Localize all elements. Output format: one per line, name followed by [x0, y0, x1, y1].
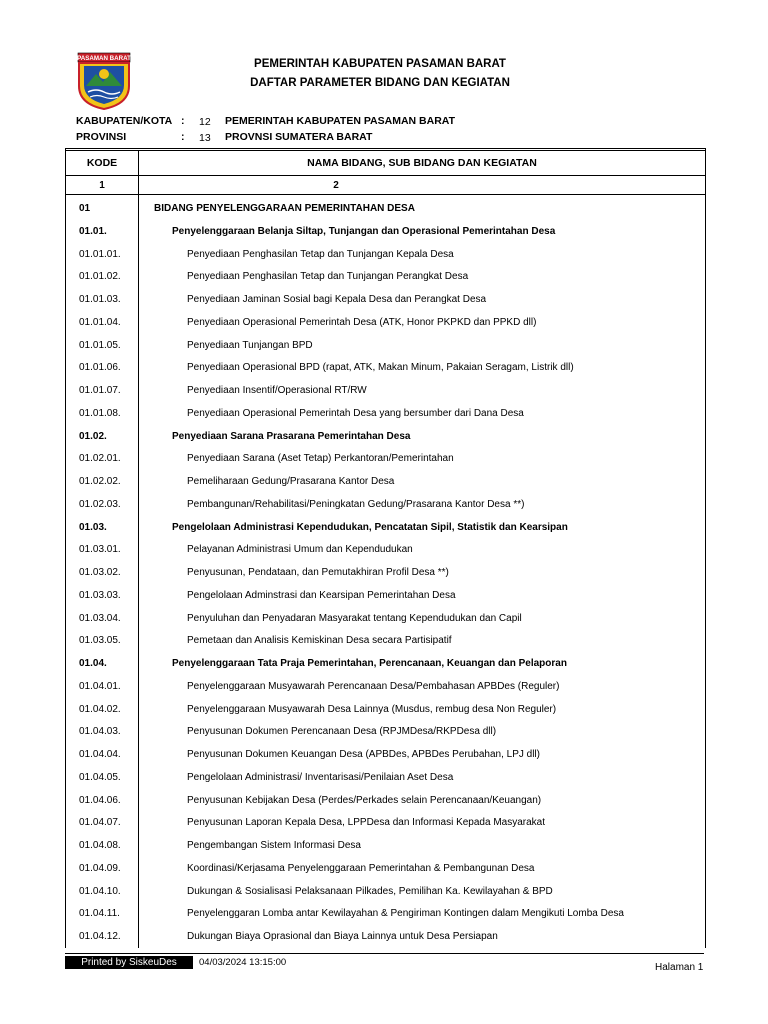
row-name: Penyediaan Sarana Prasarana Pemerintahan Desa [172, 430, 411, 442]
row-name: Penyediaan Operasional Pemerintah Desa (ATK, Honor PKPKD dan PPKD dll) [187, 316, 537, 328]
kab-label: KABUPATEN/KOTA [76, 115, 173, 127]
table-row [66, 704, 705, 726]
kab-colon: : [181, 115, 185, 127]
table-row [66, 840, 705, 862]
table-row [66, 408, 705, 430]
row-name: Penyelenggaraan Musyawarah Desa Lainnya (Musdus, rembug desa Non Reguler) [187, 703, 557, 715]
row-name: Penyuluhan dan Penyadaran Masyarakat tentang Kependudukan dan Capil [187, 612, 522, 624]
row-name: Penyusunan Dokumen Perencanaan Desa (RPJMDesa/RKPDesa dll) [187, 726, 497, 738]
row-code: 01.04.06. [79, 794, 121, 806]
row-code: 01.03. [79, 521, 107, 533]
row-code: 01.04.03. [79, 726, 121, 738]
row-code: 01.01.08. [79, 407, 121, 419]
column-number-divider [66, 194, 705, 195]
row-code: 01.04.02. [79, 703, 121, 715]
row-code: 01.01.05. [79, 339, 121, 351]
row-code: 01.03.04. [79, 612, 121, 624]
row-name: Koordinasi/Kerjasama Penyelenggaraan Pemerintahan & Pembangunan Desa [187, 862, 535, 874]
svg-text:PASAMAN BARAT: PASAMAN BARAT [77, 55, 131, 62]
table-row [66, 385, 705, 407]
row-code: 01.04.10. [79, 885, 121, 897]
row-code: 01.02. [79, 430, 107, 442]
row-name: Penyelenggaran Lomba antar Kewilayahan & Pengiriman Kontingen dalam Mengikuti Lomba Desa [187, 908, 624, 920]
row-name: Pengembangan Sistem Informasi Desa [187, 840, 361, 851]
header-divider [66, 175, 705, 176]
table-row [66, 658, 705, 680]
row-code: 01.02.02. [79, 476, 121, 487]
parameter-table [65, 148, 706, 948]
row-code: 01.01.04. [79, 316, 121, 328]
kab-code: 12 [199, 116, 211, 128]
table-row [66, 635, 705, 657]
row-code: 01.04.07. [79, 817, 121, 829]
row-name: Penyediaan Jaminan Sosial bagi Kepala Desa dan Perangkat Desa [187, 294, 487, 305]
row-name: Pengelolaan Administrasi Kependudukan, Pencatatan Sipil, Statistik dan Kearsipan [172, 521, 568, 533]
row-name: Penyediaan Operasional Pemerintah Desa yang bersumber dari Dana Desa [187, 407, 524, 419]
row-code: 01.01.02. [79, 271, 121, 283]
row-name: Penyediaan Sarana (Aset Tetap) Perkantoran/Pemerintahan [187, 453, 454, 465]
table-row [66, 453, 705, 475]
row-code: 01.04.09. [79, 862, 121, 874]
column-number-2: 2 [333, 180, 339, 191]
row-code: 01.04.01. [79, 680, 121, 692]
row-code: 01.03.03. [79, 589, 121, 601]
row-code: 01.04.04. [79, 749, 121, 760]
row-name: Penyusunan Laporan Kepala Desa, LPPDesa dan Informasi Kepada Masyarakat [187, 817, 546, 829]
row-code: 01.01.06. [79, 362, 121, 374]
row-name: Pengelolaan Administrasi/ Inventarisasi/Penilaian Aset Desa [187, 771, 454, 783]
table-top-border-double [66, 150, 705, 151]
table-row [66, 726, 705, 748]
row-code: 01.01.07. [79, 385, 121, 396]
table-row [66, 681, 705, 703]
row-code: 01.04.11. [79, 908, 120, 920]
page-number: Halaman 1 [655, 962, 704, 973]
row-name: Pengelolaan Adminstrasi dan Kearsipan Pemerintahan Desa [187, 589, 456, 601]
table-row [66, 772, 705, 794]
table-row [66, 522, 705, 544]
row-code: 01.03.02. [79, 567, 121, 578]
row-code: 01.02.01. [79, 453, 121, 465]
table-row [66, 567, 705, 589]
row-code: 01.01. [79, 225, 107, 237]
row-name: Penyediaan Penghasilan Tetap dan Tunjangan Kepala Desa [187, 248, 454, 260]
table-row [66, 749, 705, 771]
prov-name: PROVNSI SUMATERA BARAT [225, 131, 373, 143]
table-row [66, 362, 705, 384]
table-row [66, 817, 705, 839]
row-code: 01.04. [79, 658, 107, 669]
row-name: Penyediaan Operasional BPD (rapat, ATK, Makan Minum, Pakaian Seragam, Listrik dll) [187, 362, 574, 374]
row-name: Pemetaan dan Analisis Kemiskinan Desa secara Partisipatif [187, 635, 452, 647]
page-title: PEMERINTAH KABUPATEN PASAMAN BARAT [254, 58, 506, 70]
table-row [66, 340, 705, 362]
table-row [66, 249, 705, 271]
regency-crest-logo [76, 52, 132, 110]
table-row [66, 908, 705, 930]
table-row [66, 795, 705, 817]
row-code: 01.03.05. [79, 635, 121, 647]
page-subtitle: DAFTAR PARAMETER BIDANG DAN KEGIATAN [250, 77, 510, 89]
row-name: Penyelenggaraan Musyawarah Perencanaan Desa/Pembahasan APBDes (Reguler) [187, 680, 560, 692]
row-name: BIDANG PENYELENGGARAAN PEMERINTAHAN DESA [154, 203, 415, 214]
row-name: Penyediaan Tunjangan BPD [187, 339, 313, 351]
row-name: Penyusunan, Pendataan, dan Pemutakhiran Profil Desa **) [187, 567, 449, 578]
table-row [66, 499, 705, 521]
row-name: Dukungan Biaya Oprasional dan Biaya Lainnya untuk Desa Persiapan [187, 931, 498, 942]
table-row [66, 203, 705, 225]
table-row [66, 544, 705, 566]
printed-by-badge: Printed by SiskeuDes [65, 956, 193, 969]
row-code: 01.03.01. [79, 544, 121, 556]
kab-name: PEMERINTAH KABUPATEN PASAMAN BARAT [225, 115, 456, 127]
prov-code: 13 [199, 132, 211, 144]
table-row [66, 931, 705, 953]
row-code: 01 [79, 203, 91, 214]
row-name: Dukungan & Sosialisasi Pelaksanaan Pilkades, Pemilihan Ka. Kewilayahan & BPD [187, 885, 553, 897]
table-row [66, 590, 705, 612]
column-number-1: 1 [99, 180, 105, 191]
row-name: Penyusunan Dokumen Keuangan Desa (APBDes, APBDes Perubahan, LPJ dll) [187, 749, 540, 760]
column-header-nama: NAMA BIDANG, SUB BIDANG DAN KEGIATAN [307, 157, 537, 169]
row-name: Pelayanan Administrasi Umum dan Kependudukan [187, 544, 413, 556]
row-code: 01.01.01. [79, 248, 121, 260]
row-name: Pemeliharaan Gedung/Prasarana Kantor Desa [187, 476, 395, 487]
row-code: 01.04.05. [79, 771, 121, 783]
row-code: 01.04.12. [79, 931, 121, 942]
table-row [66, 476, 705, 498]
row-name: Penyelenggaraan Belanja Siltap, Tunjangan dan Operasional Pemerintahan Desa [172, 225, 556, 237]
table-row [66, 226, 705, 248]
row-code: 01.01.03. [79, 294, 121, 305]
row-name: Penyelenggaraan Tata Praja Pemerintahan, Perencanaan, Keuangan dan Pelaporan [172, 658, 567, 669]
print-timestamp: 04/03/2024 13:15:00 [199, 957, 287, 968]
row-name: Penyediaan Insentif/Operasional RT/RW [187, 385, 367, 396]
table-row [66, 294, 705, 316]
row-name: Pembangunan/Rehabilitasi/Peningkatan Gedung/Prasarana Kantor Desa **) [187, 498, 525, 510]
footer-divider [65, 953, 704, 954]
table-row [66, 863, 705, 885]
table-row [66, 613, 705, 635]
table-row [66, 317, 705, 339]
prov-colon: : [181, 131, 185, 143]
row-code: 01.02.03. [79, 498, 121, 510]
row-name: Penyusunan Kebijakan Desa (Perdes/Perkades selain Perencanaan/Keuangan) [187, 794, 542, 806]
crest-emblem-icon [76, 52, 132, 110]
row-code: 01.04.08. [79, 840, 121, 851]
table-row [66, 431, 705, 453]
column-header-kode: KODE [86, 157, 118, 169]
row-name: Penyediaan Penghasilan Tetap dan Tunjangan Perangkat Desa [187, 271, 469, 283]
prov-label: PROVINSI [76, 131, 127, 143]
table-top-border [66, 148, 705, 149]
table-row [66, 886, 705, 908]
table-row [66, 271, 705, 293]
